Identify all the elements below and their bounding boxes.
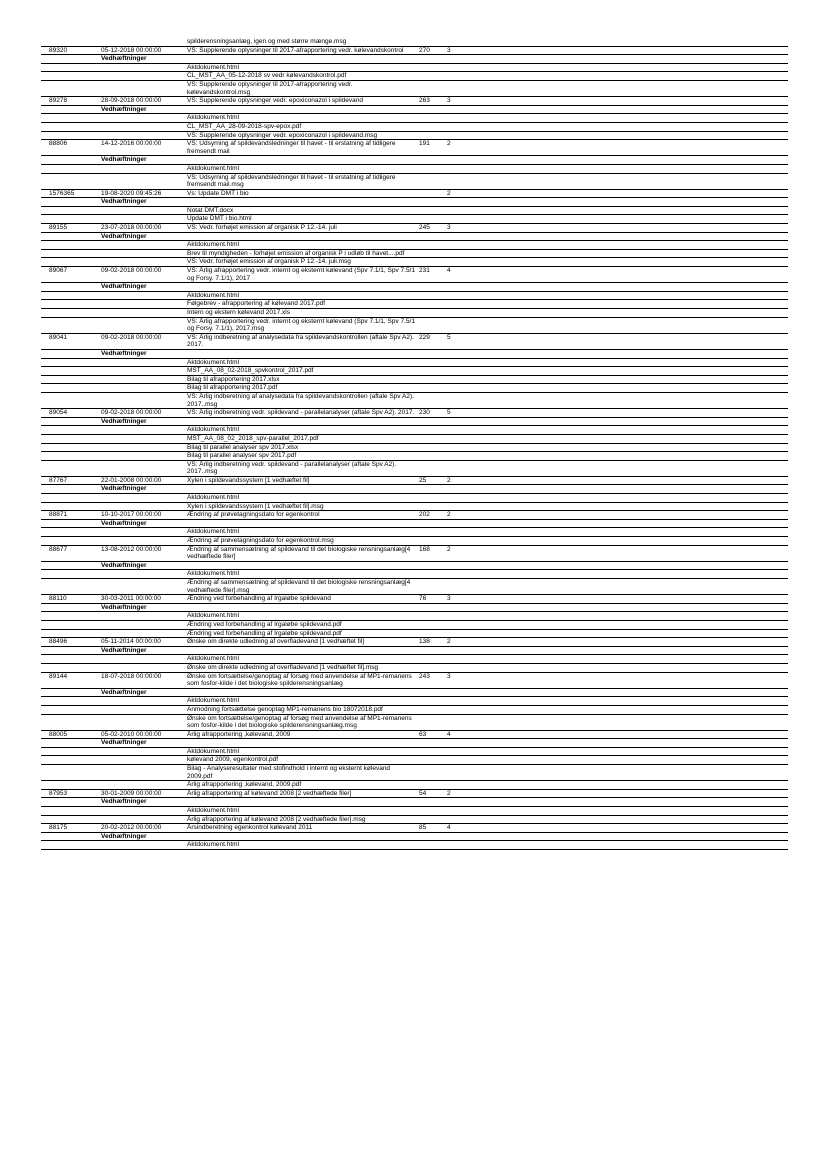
record-date: 19-08-2020 09:45:26 — [101, 189, 162, 197]
attachment-filename[interactable]: Aktdokument.html — [187, 426, 240, 434]
record-count: 3 — [447, 97, 451, 105]
record-row — [41, 546, 788, 562]
record-date: 14-12-2016 00:00:00 — [101, 140, 162, 148]
record-title: Vs: Update DMT i bio — [187, 189, 249, 197]
attachment-row — [41, 376, 788, 385]
attachments-label: Vedhæftninger — [101, 198, 147, 206]
attachment-row — [41, 503, 788, 512]
attachment-row — [41, 655, 788, 664]
attachment-row — [41, 841, 788, 850]
attachment-filename[interactable]: Xylen i spildevandssystem [1 vedhæftet fil].msg — [187, 502, 324, 510]
record-date: 10-10-2017 00:00:00 — [101, 511, 162, 519]
attachments-label: Vedhæftninger — [101, 232, 147, 240]
attachment-filename[interactable]: MST_AA_08_02_2018_spv-parallel_2017.pdf — [187, 434, 319, 442]
attachment-row — [41, 664, 788, 673]
attachments-label-row — [41, 833, 788, 842]
record-count: 3 — [447, 672, 451, 680]
record-size: 270 — [419, 46, 430, 54]
record-title: Xylen i spildevandssystem [1 vedhæftet fil] — [187, 476, 310, 484]
attachment-filename[interactable]: Aktdokument.html — [187, 612, 240, 620]
record-count: 3 — [447, 224, 451, 232]
attachment-row — [41, 570, 788, 579]
attachment-row — [41, 426, 788, 435]
record-row — [41, 97, 788, 106]
attachment-filename[interactable]: Ændring af prøvetagningsdato for egenkontrol.msg — [187, 537, 334, 545]
attachment-row — [41, 756, 788, 765]
record-size: 54 — [419, 789, 427, 797]
record-row — [41, 790, 788, 799]
record-size: 243 — [419, 672, 430, 680]
attachment-filename[interactable]: Ændring ved forbehandling af Irgaløbe spildevand.pdf — [187, 620, 342, 628]
attachments-label: Vedhæftninger — [101, 156, 147, 164]
attachment-row — [41, 621, 788, 630]
attachment-filename[interactable]: CL_MST_AA_05-12-2018 sv vedr kølevandskontrol.pdf — [187, 72, 347, 80]
record-count: 5 — [447, 409, 451, 417]
record-title: Årlig afrapportering af kølevand 2008 [2 vedhæftede filer] — [187, 789, 352, 797]
record-id: 89320 — [49, 46, 68, 54]
record-row — [41, 824, 788, 833]
attachments-label-row — [41, 647, 788, 656]
record-id: 87953 — [49, 789, 68, 797]
attachment-filename[interactable]: Aktdokument.html — [187, 747, 240, 755]
attachments-label: Vedhæftninger — [101, 417, 147, 425]
attachment-row — [41, 715, 788, 731]
record-row — [41, 731, 788, 740]
record-id: 88496 — [49, 638, 68, 646]
attachment-row — [41, 384, 788, 393]
attachment-filename[interactable]: Aktdokument.html — [187, 63, 240, 71]
record-title: Ændring ved forbehandling af Irgaløbe spildevand — [187, 595, 331, 603]
record-row — [41, 673, 788, 689]
record-size: 76 — [419, 595, 427, 603]
attachment-row — [41, 309, 788, 318]
attachments-label: Vedhæftninger — [101, 832, 147, 840]
attachment-row — [41, 748, 788, 757]
attachment-filename[interactable]: Bilag til afrapportering 2017.xlsx — [187, 375, 280, 383]
attachment-row — [41, 461, 788, 477]
attachment-row — [41, 528, 788, 537]
attachment-filename[interactable]: Anmodning fortsættelse genoptag MP1-remanens bio 18072018.pdf — [187, 705, 383, 713]
record-date: 20-02-2012 00:00:00 — [101, 824, 162, 832]
record-date: 30-03-2011 00:00:00 — [101, 595, 161, 603]
attachments-label: Vedhæftninger — [101, 688, 147, 696]
record-id: 89144 — [49, 672, 68, 680]
record-title: VS: Supplerende oplysninger til 2017-afrapportering vedr. kølevandskontrol — [187, 46, 404, 54]
record-id: 89278 — [49, 97, 68, 105]
continuation-row — [41, 38, 788, 47]
attachment-filename[interactable]: Aktdokument.html — [187, 164, 240, 172]
attachment-row — [41, 207, 788, 216]
record-title: VS: Supplerende oplysninger vedr. epoxiconazol i spildevand — [187, 97, 363, 105]
attachments-label: Vedhæftninger — [101, 603, 147, 611]
record-date: 18-07-2018 00:00:00 — [101, 672, 162, 680]
attachment-filename[interactable]: Bilag til parallel analyser spv 2017.pdf — [187, 452, 297, 460]
attachment-filename[interactable]: Aktdokument.html — [187, 114, 240, 122]
record-size: 25 — [419, 476, 427, 484]
record-title: VS: Årlig afrapportering vedr. internt og eksternt kølevand (Spv 7.1/1, Spv 7.5/1 og Forsy. 7.1/1), 2017 — [187, 267, 415, 282]
attachments-label-row — [41, 156, 788, 165]
attachment-row — [41, 318, 788, 334]
attachment-row — [41, 697, 788, 706]
document-table — [41, 38, 788, 850]
record-title: VS: Årlig indberetning af analysedata fra spildevandskontrollen (aftale Spv A2). 2017. — [187, 333, 414, 349]
record-title: Årsindberetning egenkontrol kølevand 2011 — [187, 824, 313, 832]
attachment-filename[interactable]: Ændring ved forbehandling af Irgaløbe spildevand.pdf — [187, 629, 342, 637]
attachment-filename[interactable]: Bilag - Analyseresultater med stofindhold i internt og eksternt kølevand 2009.pdf — [187, 765, 391, 780]
attachment-filename[interactable]: Update DMT i bio.html — [187, 215, 252, 223]
attachments-label-row — [41, 283, 788, 292]
record-title: Ønske om fortsættelse/genoptag af forsøg med anvendelse af MP1-remanens som fosfor-kilde i det biologiske spilderensningsanlæg — [187, 672, 412, 688]
attachment-row — [41, 393, 788, 409]
attachment-row — [41, 114, 788, 123]
record-count: 4 — [447, 730, 451, 738]
attachment-filename[interactable]: Aktdokument.html — [187, 570, 240, 578]
record-row — [41, 334, 788, 350]
record-id: 88175 — [49, 824, 68, 832]
attachment-row — [41, 359, 788, 368]
attachment-filename[interactable]: Bilag til afrapportering 2017.pdf — [187, 384, 278, 392]
attachment-filename[interactable]: Aktdokument.html — [187, 291, 240, 299]
record-row — [41, 511, 788, 520]
attachment-filename[interactable]: VS: Vedr. forhøjet emission af organisk P 12.-14. juli.msg — [187, 258, 351, 266]
record-date: 05-02-2010 00:00:00 — [101, 730, 162, 738]
record-size: 230 — [419, 409, 430, 417]
attachment-filename[interactable]: Aktdokument.html — [187, 528, 240, 536]
record-row — [41, 477, 788, 486]
attachment-row — [41, 292, 788, 301]
attachments-label-row — [41, 106, 788, 115]
attachments-label-row — [41, 798, 788, 807]
record-date: 22-01-2008 00:00:00 — [101, 476, 162, 484]
attachment-row — [41, 165, 788, 174]
attachment-row — [41, 367, 788, 376]
record-size: 85 — [419, 824, 427, 832]
attachments-label-row — [41, 233, 788, 242]
attachments-label-row — [41, 418, 788, 427]
attachment-row — [41, 250, 788, 259]
attachments-label-row — [41, 520, 788, 529]
attachment-row — [41, 72, 788, 81]
record-size: 202 — [419, 511, 430, 519]
attachment-row — [41, 241, 788, 250]
attachments-label-row — [41, 604, 788, 613]
attachments-label-row — [41, 689, 788, 698]
record-id: 88110 — [49, 595, 67, 603]
record-date: 13-08-2012 00:00:00 — [101, 545, 162, 553]
attachment-row — [41, 781, 788, 790]
attachment-row — [41, 435, 788, 444]
record-row — [41, 224, 788, 233]
record-title: Ændring af prøvetagningsdato for egenkontrol — [187, 511, 320, 519]
attachments-label-row — [41, 562, 788, 571]
record-count: 2 — [447, 476, 451, 484]
attachment-filename[interactable]: Aktdokument.html — [187, 241, 240, 249]
record-id: 87767 — [49, 476, 68, 484]
attachment-row — [41, 579, 788, 595]
record-count: 2 — [447, 140, 451, 148]
record-count: 4 — [447, 267, 451, 275]
record-count: 5 — [447, 333, 451, 341]
record-date: 28-09-2018 00:00:00 — [101, 97, 162, 105]
attachment-row — [41, 630, 788, 639]
record-size: 191 — [419, 140, 430, 148]
attachments-label: Vedhæftninger — [101, 105, 147, 113]
attachments-label-row — [41, 55, 788, 64]
attachment-filename[interactable]: VS: Supplerende oplysninger til 2017-afrapportering vedr. kølevandskontrol.msg — [187, 80, 353, 96]
record-size: 229 — [419, 333, 430, 341]
attachment-row — [41, 444, 788, 453]
attachment-filename[interactable]: VS: Udsyrning af spildevandsledninger til havet - til erstatning af tidligere fremsendt mail.msg — [187, 173, 396, 189]
attachment-filename[interactable]: Årlig afrapportering ,kølevand, 2009.pdf — [187, 781, 302, 789]
attachment-row — [41, 132, 788, 141]
attachment-filename[interactable]: Intern og ekstern kølevand 2017.xls — [187, 309, 290, 316]
record-size: 263 — [419, 97, 430, 105]
record-count: 2 — [447, 511, 451, 519]
attachments-label-row — [41, 198, 788, 207]
record-row — [41, 190, 788, 199]
attachment-row — [41, 706, 788, 715]
attachment-row — [41, 494, 788, 503]
attachments-label-row — [41, 739, 788, 748]
attachment-row — [41, 452, 788, 461]
attachment-filename[interactable]: Ønske om direkte udledning af overfladevand [1 vedhæftet fil].msg — [187, 663, 379, 671]
attachment-filename[interactable]: Ønske om fortsættelse/genoptag af forsøg med anvendelse af MP1-remanens som fosfor-kilde i det biologiske spilderensningsanlæg.msg — [187, 714, 412, 730]
attachment-row — [41, 300, 788, 309]
record-id: 89155 — [49, 224, 68, 232]
record-row — [41, 47, 788, 56]
record-id: 1576365 — [49, 189, 75, 197]
record-date: 09-02-2018 00:00:00 — [101, 267, 162, 275]
attachments-label: Vedhæftninger — [101, 798, 147, 806]
record-id: 89041 — [49, 333, 68, 341]
attachment-row — [41, 612, 788, 621]
record-title: VS: Vedr. forhøjet emission af organisk P 12.-14. juli — [187, 224, 337, 232]
attachment-row — [41, 174, 788, 190]
attachments-label: Vedhæftninger — [101, 561, 147, 569]
attachment-filename[interactable]: kølevand 2009, egenkontrol.pdf — [187, 756, 279, 764]
record-date: 05-11-2014 00:00:00 — [101, 638, 161, 646]
attachment-row — [41, 807, 788, 816]
record-date: 30-01-2009 00:00:00 — [101, 789, 162, 797]
record-size: 138 — [419, 638, 430, 646]
record-id: 88677 — [49, 545, 68, 553]
attachment-filename[interactable]: MST_AA_08_02-2018_spvkontrol_2017.pdf — [187, 367, 314, 375]
continuation-text: spilderensningsanlæg, igen og med større mænge.msg — [187, 38, 347, 45]
attachment-row — [41, 537, 788, 546]
attachment-filename[interactable]: Aktdokument.html — [187, 655, 240, 663]
attachments-label: Vedhæftninger — [101, 739, 147, 747]
record-row — [41, 267, 788, 283]
attachments-label: Vedhæftninger — [101, 519, 147, 527]
record-row — [41, 140, 788, 156]
record-count: 3 — [447, 46, 451, 54]
record-title: Årlig afrapportering ,kølevand, 2009 — [187, 730, 291, 738]
record-row — [41, 638, 788, 647]
attachment-filename[interactable]: CL_MST_AA_28-09-2018-spv-epox.pdf — [187, 122, 302, 130]
record-count: 2 — [447, 789, 451, 797]
attachments-label-row — [41, 350, 788, 359]
attachments-label-row — [41, 485, 788, 494]
attachment-filename[interactable]: Notat DMT.docx — [187, 206, 234, 214]
attachment-filename[interactable]: Aktdokument.html — [187, 494, 240, 502]
attachment-filename[interactable]: VS: Årlig indberetning vedr. spildevand - parallelanalyser (aftale Spv A2). 2017..msg — [187, 460, 397, 476]
record-count: 2 — [447, 545, 451, 553]
record-id: 88005 — [49, 730, 68, 738]
record-id: 89067 — [49, 267, 68, 275]
record-count: 3 — [447, 595, 451, 603]
attachment-filename[interactable]: Årlig afrapportering af kølevand 2008 [2 vedhæftede filer].msg — [187, 815, 366, 823]
record-size: 168 — [419, 545, 430, 553]
attachment-filename[interactable]: VS: Årlig afrapportering vedr. internt og eksternt kølevand (Spv 7.1/1, Spv 7.5/1 og Forsy. 7.1/1), 2017.msg — [187, 317, 415, 333]
attachment-row — [41, 816, 788, 825]
attachment-filename[interactable]: VS: Supplerende oplysninger vedr. epoxiconazol i spildevand.msg — [187, 131, 378, 139]
attachment-row — [41, 123, 788, 132]
record-id: 89054 — [49, 409, 68, 417]
attachment-filename[interactable]: Brev til myndigheden - forhøjet emission af organisk P i udløb til havet....pdf — [187, 249, 405, 257]
record-date: 23-07-2018 00:00:00 — [101, 224, 162, 232]
attachment-filename[interactable]: Aktdokument.html — [187, 807, 240, 815]
record-title: VS: Årlig indberetning vedr. spildevand - parallelanalyser (aftale Spv A2). 2017. — [187, 409, 415, 417]
record-date: 05-12-2018 00:00:00 — [101, 46, 162, 54]
attachment-row — [41, 64, 788, 73]
attachments-label: Vedhæftninger — [101, 349, 147, 357]
attachment-filename[interactable]: Følgebrev - afrapportering af kølevand 2017.pdf — [187, 300, 326, 308]
record-size: 245 — [419, 224, 430, 232]
record-size: 231 — [419, 267, 430, 275]
record-count: 4 — [447, 824, 451, 832]
record-title: Ændring af sammensætning af spildevand til det biologiske rensningsanlæg[4 vedhæftede filer] — [187, 545, 411, 561]
attachment-filename[interactable]: Ændring af sammensætning af spildevand til det biologiske rensningsanlæg[4 vedhæftede filer].msg — [187, 579, 411, 594]
attachment-row — [41, 81, 788, 97]
attachment-row — [41, 215, 788, 224]
attachments-label: Vedhæftninger — [101, 646, 147, 654]
record-row — [41, 409, 788, 418]
attachments-label: Vedhæftninger — [101, 55, 147, 63]
attachment-filename[interactable]: Aktdokument.html — [187, 697, 240, 705]
record-row — [41, 595, 788, 604]
attachment-filename[interactable]: Bilag til parallel analyser spv 2017.xlsx — [187, 443, 299, 451]
record-title: VS: Udsyrning af spildevandsledninger til havet - til erstatning af tidligere fremsendt mail — [187, 140, 396, 155]
attachment-row — [41, 258, 788, 267]
attachments-label: Vedhæftninger — [101, 283, 147, 291]
attachment-filename[interactable]: Aktdokument.html — [187, 358, 240, 366]
record-size: 63 — [419, 730, 427, 738]
record-title: Ønske om direkte udledning af overfladevand [1 vedhæftet fil] — [187, 638, 365, 646]
record-date: 09-02-2018 00:00:00 — [101, 409, 162, 417]
record-count: 2 — [447, 638, 451, 646]
attachment-row — [41, 765, 788, 781]
attachment-filename[interactable]: VS: Årlig indberetning af analysedata fra spildevandskontrollen (aftale Spv A2). 2017..msg — [187, 392, 414, 408]
attachment-filename[interactable]: Aktdokument.html — [187, 841, 240, 849]
record-id: 88806 — [49, 140, 68, 148]
record-count: 2 — [447, 189, 451, 197]
attachments-label: Vedhæftninger — [101, 485, 147, 493]
record-date: 09-02-2018 00:00:00 — [101, 333, 162, 341]
record-id: 88871 — [49, 511, 68, 519]
